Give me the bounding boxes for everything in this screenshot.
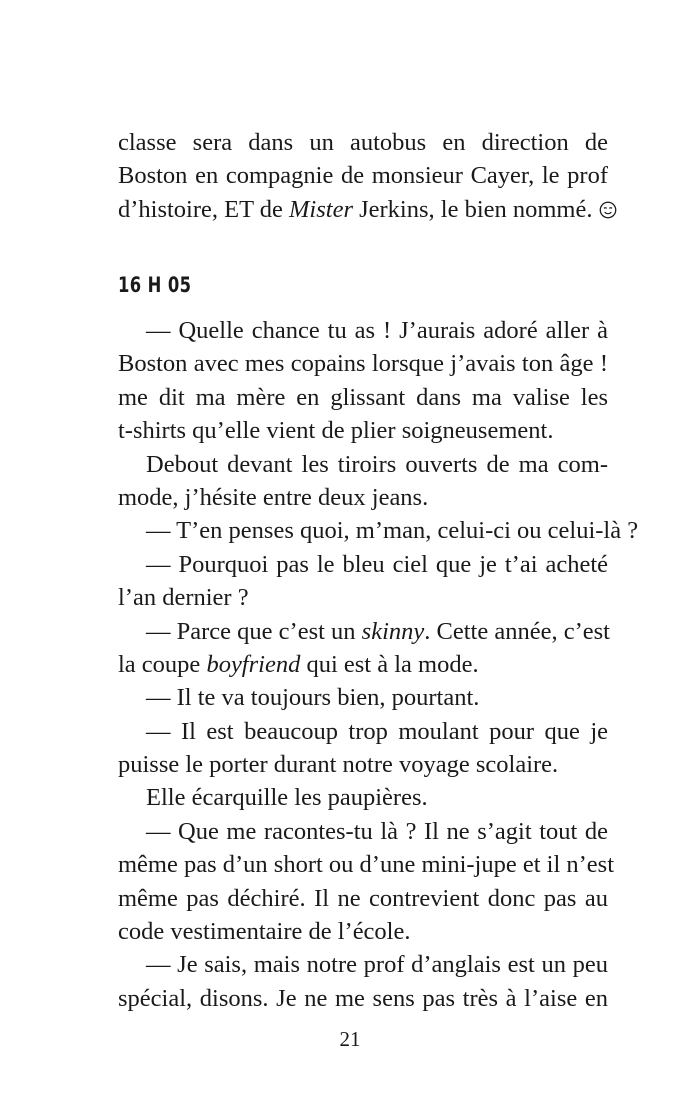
italic-text: Mister [289,195,353,223]
text-line: me dit ma mère en glissant dans ma valise les [118,383,608,411]
text-line: Boston avec mes copains lorsque j’avais ton âge ! [118,350,608,378]
text-segment: Jerkins, le bien nommé. [352,195,593,223]
page-number: 21 [339,1027,361,1051]
text-line: Elle écarquille les paupières. [146,784,428,812]
text-line: — Que me racontes-tu là ? Il ne s’agit tout de [146,817,608,845]
text-segment: . Cette année, c’est [424,617,610,645]
text-line [118,615,608,648]
section-time-heading: 16 H 05 [118,273,192,297]
text-line: classe sera dans un autobus en direction de [118,129,608,156]
text-line: — Il te va toujours bien, pourtant. [146,684,480,712]
dialogue-section [118,314,639,1015]
smirking-face-icon [599,201,617,219]
text-line: — T’en penses quoi, m’man, celui-ci ou celui-là ? [146,517,639,545]
text-segment: la coupe [118,650,207,678]
text-line: même pas déchiré. Il ne contrevient donc pas au [118,884,608,912]
text-line: Debout devant les tiroirs ouverts de ma com- [146,450,608,478]
text-line: — Quelle chance tu as ! J’aurais adoré aller à [146,317,608,344]
italic-text: boyfriend [206,650,301,678]
text-line: spécial, disons. Je ne me sens pas très à l’aise en [118,984,608,1012]
text-line: code vestimentaire de l’école. [118,918,411,946]
text-line: même pas d’un short ou d’une mini-jupe et il n’est [118,851,615,879]
text-line: l’an dernier ? [118,584,249,612]
text-line: Boston en compagnie de monsieur Cayer, le prof [118,162,608,190]
text-line: puisse le porter durant notre voyage scolaire. [118,751,559,779]
text-line: mode, j’hésite entre deux jeans. [118,483,429,511]
text-segment: d’histoire, ET de [118,195,290,223]
opening-paragraph [118,126,608,226]
text-line: t-shirts qu’elle vient de plier soigneusement. [118,417,554,445]
text-line: — Je sais, mais notre prof d’anglais est un peu [146,951,608,979]
text-line: — Pourquoi pas le bleu ciel que je t’ai acheté [146,550,608,578]
text-line: — Il est beaucoup trop moulant pour que je [146,717,608,745]
italic-text: skinny [361,617,425,645]
text-line [118,193,608,226]
text-line [118,648,608,681]
text-segment: — Parce que c’est un [146,617,362,645]
text-segment: qui est à la mode. [300,650,479,678]
